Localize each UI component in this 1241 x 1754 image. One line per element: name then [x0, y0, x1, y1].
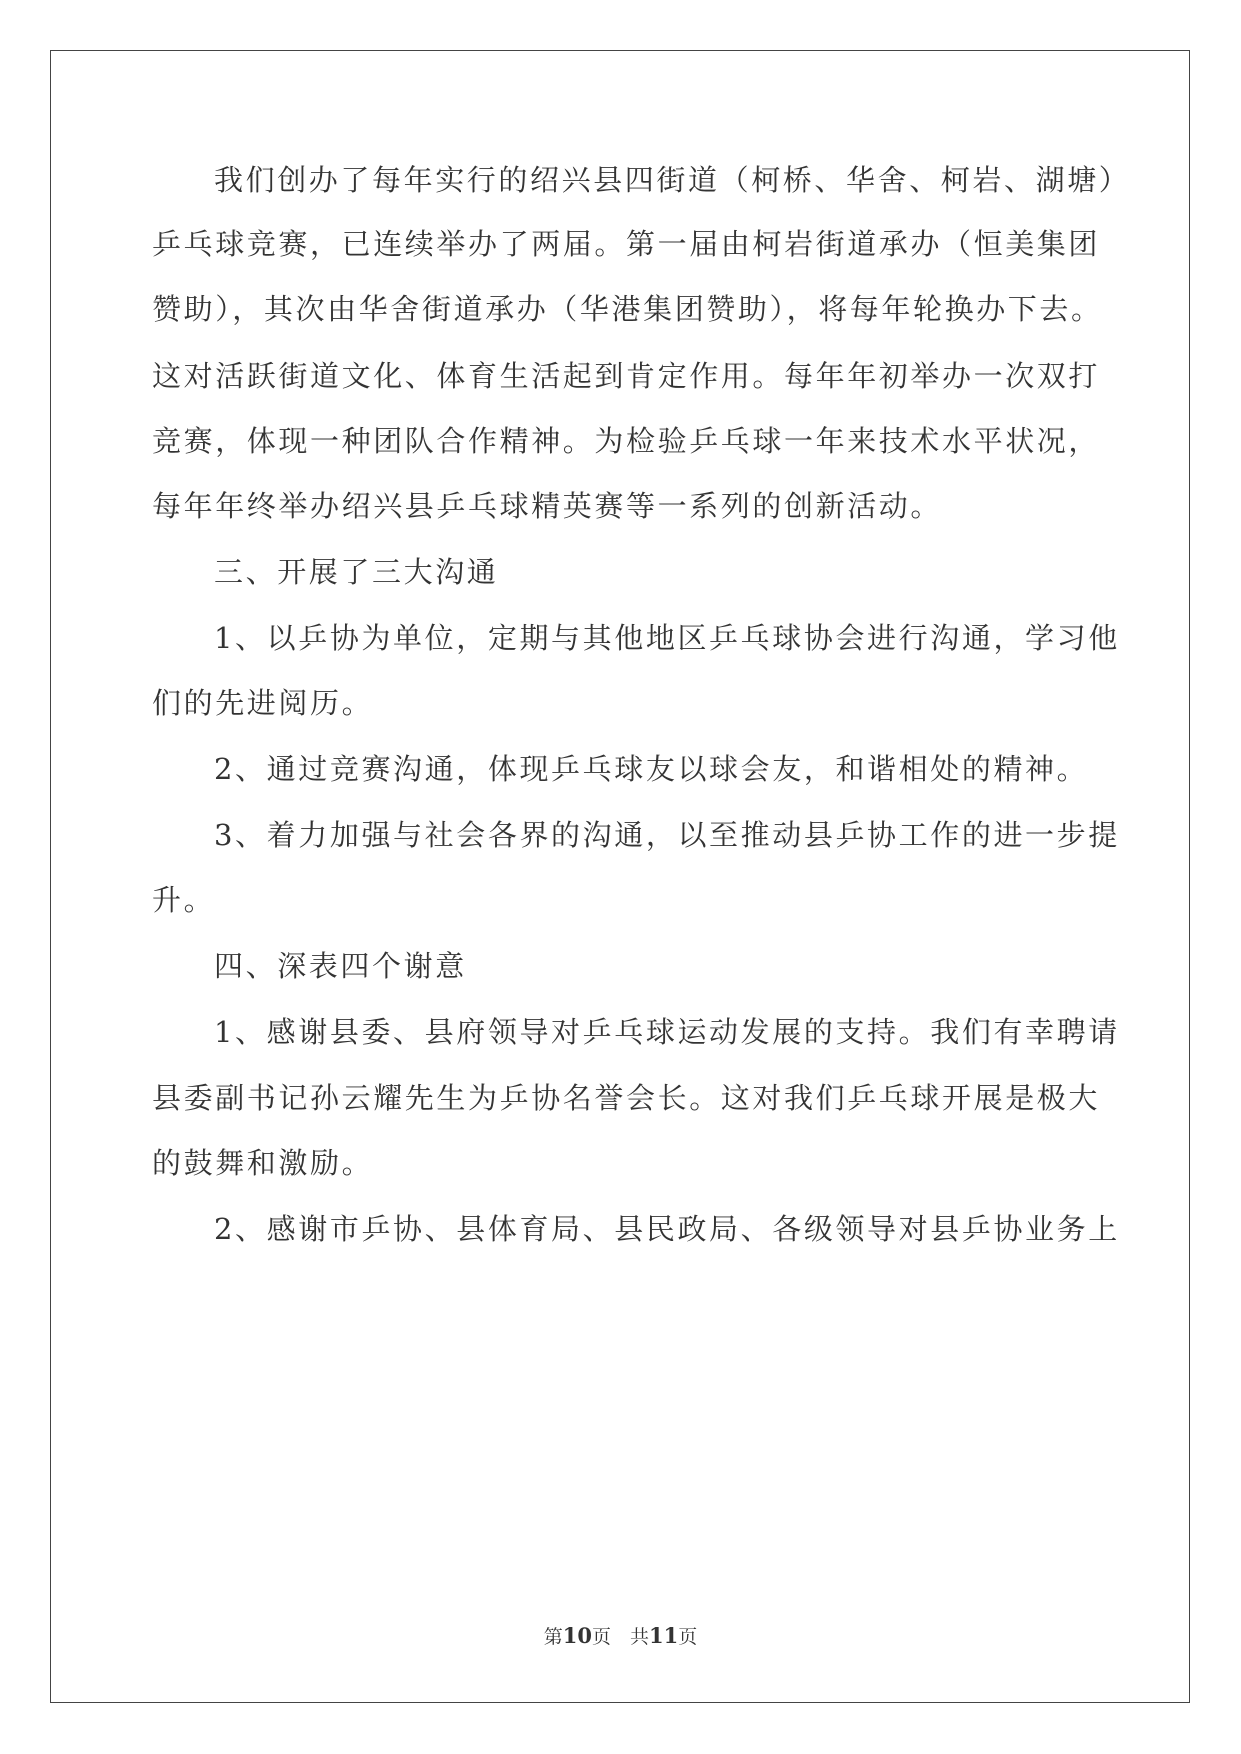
paragraph-line: 2、感谢市乒协、县体育局、县民政局、各级领导对县乒协业务上 — [214, 1212, 1120, 1246]
footer-prefix: 第 — [543, 1626, 563, 1648]
paragraph-line: 赞助），其次由华舍街道承办（华港集团赞助），将每年轮换办下去。 — [152, 292, 1103, 326]
paragraph-line: 1、感谢县委、县府领导对乒乓球运动发展的支持。我们有幸聘请 — [214, 1015, 1120, 1049]
footer-total-pages: 11 — [649, 1623, 679, 1648]
footer-mid: 页 共 — [591, 1626, 649, 1648]
section-heading: 三、开展了三大沟通 — [214, 555, 499, 589]
paragraph-line: 1、以乒协为单位，定期与其他地区乒乓球协会进行沟通，学习他 — [214, 621, 1120, 655]
paragraph-line: 这对活跃街道文化、体育生活起到肯定作用。每年年初举办一次双打 — [152, 359, 1101, 393]
footer-current-page: 10 — [562, 1623, 592, 1648]
paragraph-line: 每年年终举办绍兴县乒乓球精英赛等一系列的创新活动。 — [152, 489, 943, 523]
paragraph-line: 的鼓舞和激励。 — [152, 1146, 374, 1180]
paragraph-line: 竞赛，体现一种团队合作精神。为检验乒乓球一年来技术水平状况， — [152, 424, 1101, 458]
paragraph-line: 我们创办了每年实行的绍兴县四街道（柯桥、华舍、柯岩、湖塘） — [214, 163, 1131, 197]
paragraph-line: 3、着力加强与社会各界的沟通，以至推动县乒协工作的进一步提 — [214, 818, 1120, 852]
section-heading: 四、深表四个谢意 — [214, 949, 467, 983]
paragraph-line: 升。 — [152, 883, 216, 917]
paragraph-line: 2、通过竞赛沟通，体现乒乓球友以球会友，和谐相处的精神。 — [214, 752, 1089, 786]
page-footer — [0, 1624, 1241, 1649]
footer-suffix: 页 — [678, 1626, 698, 1648]
paragraph-line: 县委副书记孙云耀先生为乒协名誉会长。这对我们乒乓球开展是极大 — [152, 1081, 1101, 1115]
paragraph-line: 们的先进阅历。 — [152, 686, 374, 720]
paragraph-line: 乒乓球竞赛，已连续举办了两届。第一届由柯岩街道承办（恒美集团 — [152, 227, 1101, 261]
